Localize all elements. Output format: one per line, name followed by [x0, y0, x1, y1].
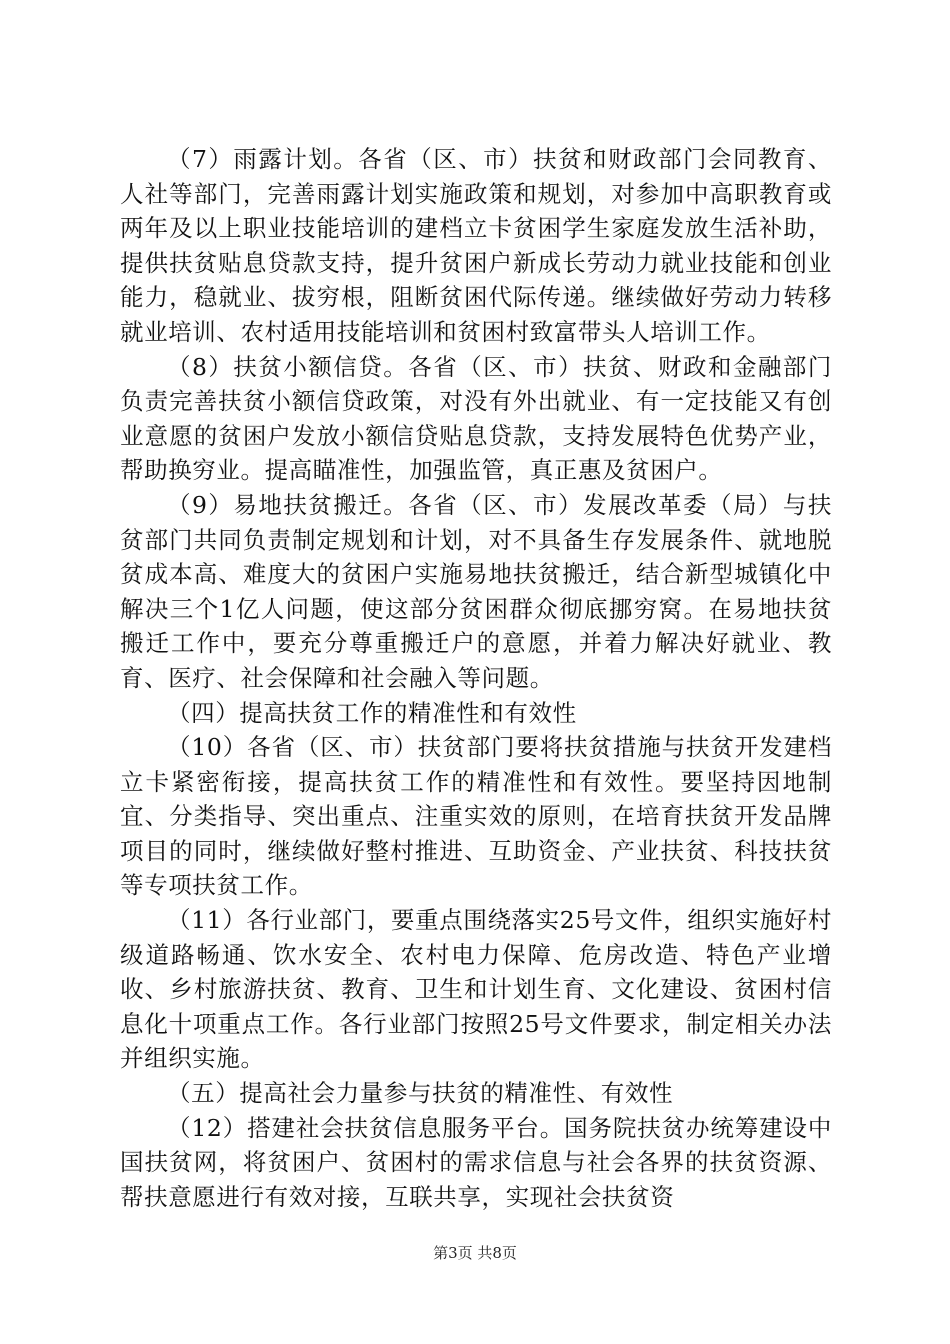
page-number-footer: 第3页 共8页 [433, 1244, 517, 1262]
paragraph-12-info-platform: （12）搭建社会扶贫信息服务平台。国务院扶贫办统筹建设中国扶贫网，将贫困户、贫困村的需求信息与社会各界的扶贫资源、帮扶意愿进行有效对接，互联共享，实现社会扶贫资 [120, 1113, 832, 1211]
section-heading-4: （四）提高扶贫工作的精准性和有效性 [167, 698, 577, 727]
paragraph-10-precision: （10）各省（区、市）扶贫部门要将扶贫措施与扶贫开发建档立卡紧密衔接，提高扶贫工作的精准性和有效性。要坚持因地制宜、分类指导、突出重点、注重实效的原则，在培育扶贫开发品牌项目的同时，继续做好整村推进、互助资金、产业扶贫、科技扶贫等专项扶贫工作。 [120, 733, 832, 900]
paragraph-11-industry-departments: （11）各行业部门，要重点围绕落实25号文件，组织实施好村级道路畅通、饮水安全、农村电力保障、危房改造、特色产业增收、乡村旅游扶贫、教育、卫生和计划生育、文化建设、贫困村信息化十项重点工作。各行业部门按照25号文件要求，制定相关办法并组织实施。 [120, 906, 832, 1073]
paragraph-7-yulu-plan: （7）雨露计划。各省（区、市）扶贫和财政部门会同教育、人社等部门，完善雨露计划实施政策和规划，对参加中高职教育或两年及以上职业技能培训的建档立卡贫困学生家庭发放生活补助，提供扶贫贴息贷款支持，提升贫困户新成长劳动力就业技能和创业能力，稳就业、拔穷根，阻断贫困代际传递。继续做好劳动力转移就业培训、农村适用技能培训和贫困村致富带头人培训工作。 [120, 145, 832, 346]
paragraph-8-microcredit: （8）扶贫小额信贷。各省（区、市）扶贫、财政和金融部门负责完善扶贫小额信贷政策，对没有外出就业、有一定技能又有创业意愿的贫困户发放小额信贷贴息贷款，支持发展特色优势产业，帮助换穷业。提高瞄准性，加强监管，真正惠及贫困户。 [120, 352, 832, 485]
document-body [120, 142, 832, 1214]
paragraph-9-relocation: （9）易地扶贫搬迁。各省（区、市）发展改革委（局）与扶贫部门共同负责制定规划和计划，对不具备生存发展条件、就地脱贫成本高、难度大的贫困户实施易地扶贫搬迁，结合新型城镇化中解决三个1亿人问题，使这部分贫困群众彻底挪穷窝。在易地扶贫搬迁工作中，要充分尊重搬迁户的意愿，并着力解决好就业、教育、医疗、社会保障和社会融入等问题。 [120, 490, 832, 692]
section-heading-5: （五）提高社会力量参与扶贫的精准性、有效性 [167, 1079, 674, 1108]
